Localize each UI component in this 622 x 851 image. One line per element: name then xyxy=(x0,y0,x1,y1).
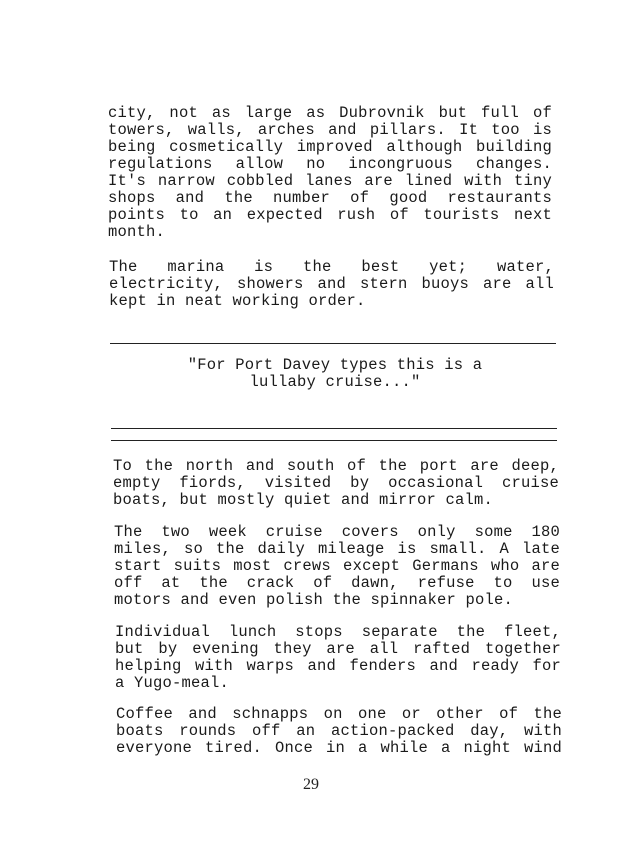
page-number: 29 xyxy=(303,776,319,793)
text-line: being cosmetically improved although building xyxy=(108,138,552,156)
text-line: shops and the number of good restaurants xyxy=(108,189,552,207)
text-line: electricity, showers and stern buoys are all xyxy=(109,275,554,293)
text-line: month. xyxy=(108,223,166,241)
text-line: off at the crack of dawn, refuse to use xyxy=(114,574,560,592)
text-line: The marina is the best yet; water, xyxy=(109,258,554,276)
text-line: but by evening they are all rafted together xyxy=(115,640,561,658)
text-line: Individual lunch stops separate the fleet, xyxy=(115,623,561,641)
bottom-rule-1 xyxy=(111,428,557,429)
text-line: regulations allow no incongruous changes. xyxy=(108,155,552,173)
text-line: motors and even polish the spinnaker pole. xyxy=(114,591,514,609)
paragraph-6 xyxy=(116,706,562,757)
top-rule xyxy=(110,343,556,344)
text-line: The two week cruise covers only some 180 xyxy=(114,523,560,541)
text-line: a Yugo-meal. xyxy=(115,674,230,692)
quote-line: lullaby cruise..." xyxy=(249,373,421,391)
text-line: boats, but mostly quiet and mirror calm. xyxy=(113,491,494,509)
bottom-rule-2 xyxy=(111,440,557,441)
paragraph-4 xyxy=(114,524,560,609)
text-line: towers, walls, arches and pillars. It too is xyxy=(108,121,552,139)
text-line: boats rounds off an action-packed day, with xyxy=(116,722,562,740)
paragraph-2 xyxy=(109,259,554,310)
text-line: empty fiords, visited by occasional cruise xyxy=(113,474,559,492)
text-line: kept in neat working order. xyxy=(109,292,366,310)
paragraph-3 xyxy=(113,458,559,509)
text-line: points to an expected rush of tourists next xyxy=(108,206,552,224)
quote-line: "For Port Davey types this is a xyxy=(187,356,483,374)
text-line: start suits most crews except Germans who are xyxy=(114,557,560,575)
text-line: Coffee and schnapps on one or other of the xyxy=(116,705,562,723)
text-line: miles, so the daily mileage is small. A late xyxy=(114,540,560,558)
pull-quote xyxy=(110,357,560,391)
text-line: everyone tired. Once in a while a night wind xyxy=(116,739,562,757)
text-line: It's narrow cobbled lanes are lined with tiny xyxy=(108,172,552,190)
text-line: helping with warps and fenders and ready for xyxy=(115,657,561,675)
text-line: city, not as large as Dubrovnik but full of xyxy=(108,104,552,122)
text-line: To the north and south of the port are deep, xyxy=(113,457,559,475)
paragraph-1 xyxy=(108,105,552,241)
paragraph-5 xyxy=(115,624,561,692)
